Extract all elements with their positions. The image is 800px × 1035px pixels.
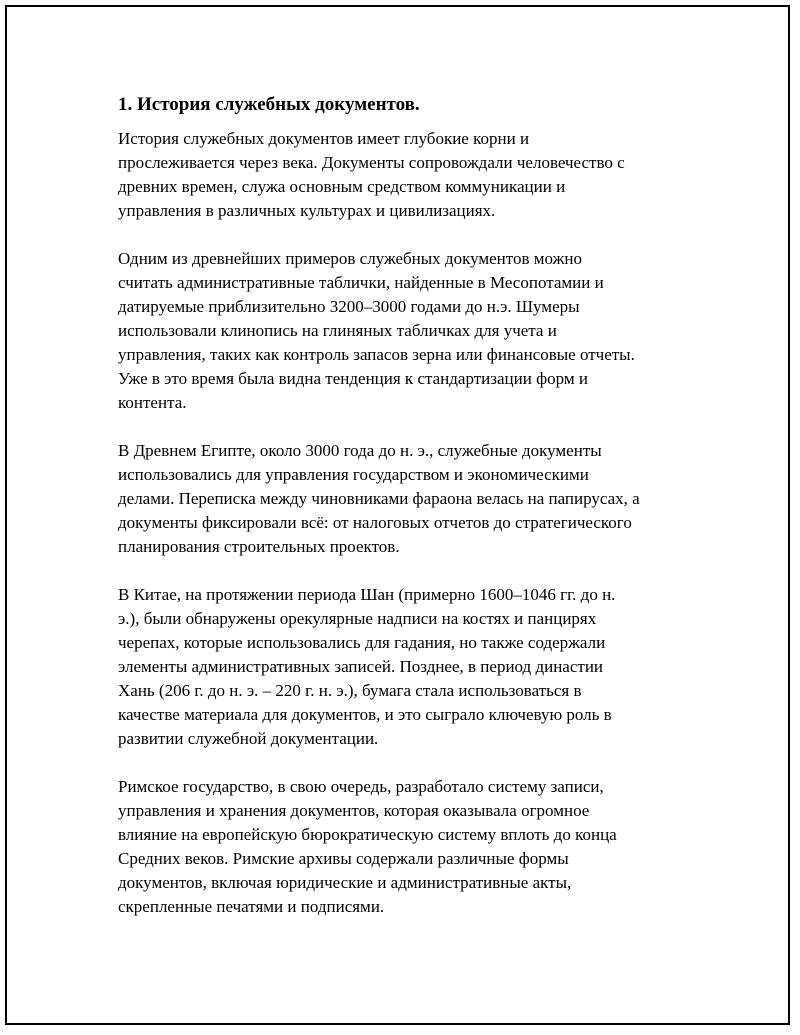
- text-line: древних времен, служа основным средством коммуникации и: [118, 177, 566, 196]
- text-line: контента.: [118, 393, 187, 412]
- paragraph-2: [118, 247, 698, 415]
- text-line: использовали клинопись на глиняных табличках для учета и: [118, 321, 557, 340]
- paragraphs: [118, 127, 698, 919]
- text-line: документов, включая юридические и административные акты,: [118, 873, 572, 892]
- document-body: [118, 92, 698, 943]
- text-line: планирования строительных проектов.: [118, 537, 400, 556]
- text-line: Римское государство, в свою очередь, разработало систему записи,: [118, 777, 604, 796]
- text-line: прослеживается через века. Документы сопровождали человечество с: [118, 153, 625, 172]
- text-line: Средних веков. Римские архивы содержали различные формы: [118, 849, 569, 868]
- text-line: В Древнем Египте, около 3000 года до н. э., служебные документы: [118, 441, 602, 460]
- text-line: развитии служебной документации.: [118, 729, 379, 748]
- paragraph-4: [118, 583, 698, 751]
- text-line: Одним из древнейших примеров служебных документов можно: [118, 249, 582, 268]
- text-line: делами. Переписка между чиновниками фараона велась на папирусах, а: [118, 489, 640, 508]
- text-line: скрепленные печатями и подписями.: [118, 897, 385, 916]
- text-line: В Китае, на протяжении периода Шан (примерно 1600–1046 гг. до н.: [118, 585, 616, 604]
- text-line: элементы административных записей. Позднее, в период династии: [118, 657, 604, 676]
- text-line: датируемые приблизительно 3200–3000 годами до н.э. Шумеры: [118, 297, 580, 316]
- text-line: черепах, которые использовались для гадания, но также содержали: [118, 633, 606, 652]
- text-line: документы фиксировали всё: от налоговых отчетов до стратегического: [118, 513, 632, 532]
- text-line: управления в различных культурах и цивилизациях.: [118, 201, 496, 220]
- text-line: История служебных документов имеет глубокие корни и: [118, 129, 530, 148]
- text-line: использовались для управления государством и экономическими: [118, 465, 589, 484]
- text-line: влияние на европейскую бюрократическую систему вплоть до конца: [118, 825, 617, 844]
- text-line: Уже в это время была видна тенденция к стандартизации форм и: [118, 369, 588, 388]
- text-line: считать административные таблички, найденные в Месопотамии и: [118, 273, 604, 292]
- section-heading: 1. История служебных документов.: [118, 94, 420, 115]
- text-line: качестве материала для документов, и это сыграло ключевую роль в: [118, 705, 612, 724]
- paragraph-5: [118, 775, 698, 919]
- text-line: э.), были обнаружены орекулярные надписи на костях и панцирях: [118, 609, 597, 628]
- paragraph-3: [118, 439, 698, 559]
- text-line: Хань (206 г. до н. э. – 220 г. н. э.), бумага стала использоваться в: [118, 681, 582, 700]
- text-line: управления, таких как контроль запасов зерна или финансовые отчеты.: [118, 345, 635, 364]
- text-line: управления и хранения документов, которая оказывала огромное: [118, 801, 590, 820]
- paragraph-1: [118, 127, 698, 223]
